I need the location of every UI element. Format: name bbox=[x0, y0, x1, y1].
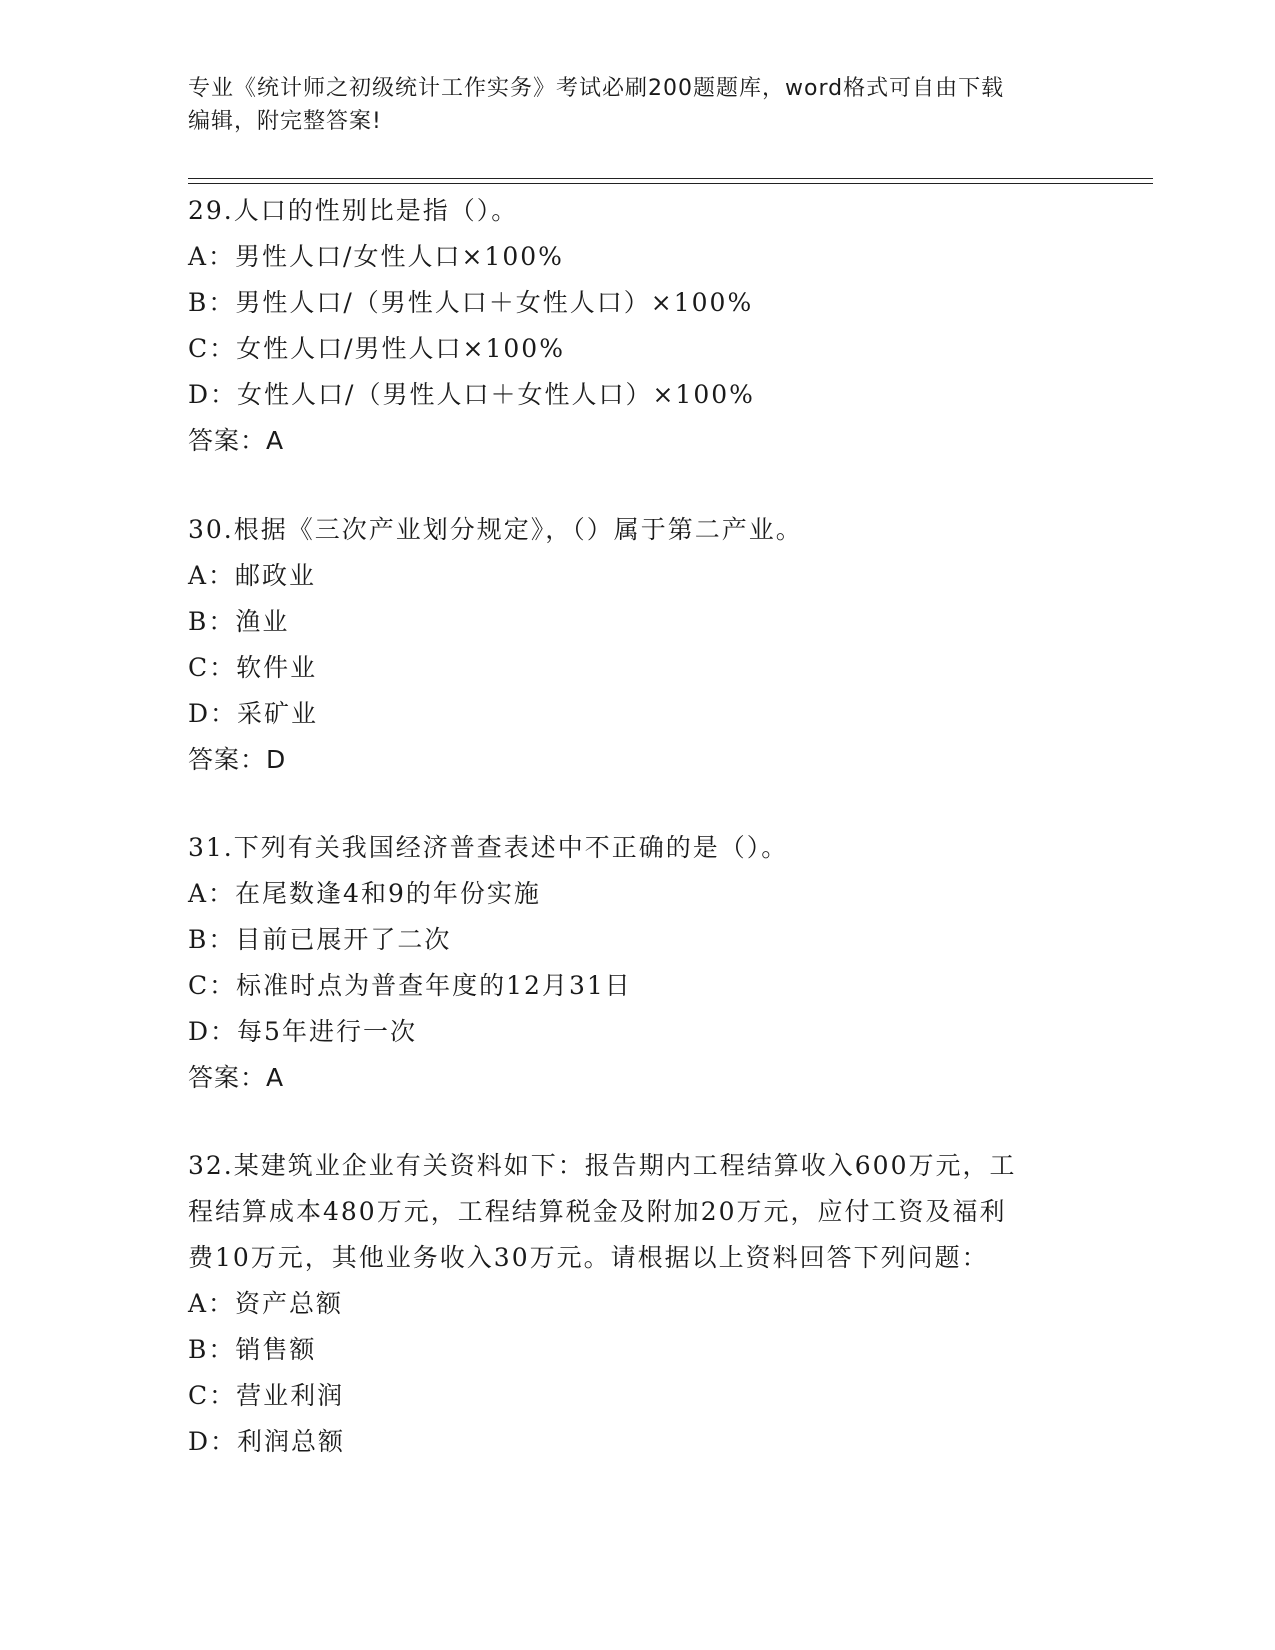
option-d: D：利润总额 bbox=[188, 1427, 346, 1456]
option-d: D：女性人口/（男性人口＋女性人口）×100% bbox=[188, 380, 755, 409]
option-b: B：目前已展开了二次 bbox=[188, 925, 452, 954]
header-line-1: 专业《统计师之初级统计工作实务》考试必刷200题题库，word格式可自由下载 bbox=[188, 76, 1005, 101]
document-header bbox=[188, 72, 1088, 138]
question-30 bbox=[188, 507, 1088, 783]
answer: 答案：A bbox=[188, 426, 285, 455]
option-a: A：男性人口/女性人口×100% bbox=[188, 242, 564, 271]
option-a: A：在尾数逢4和9的年份实施 bbox=[188, 879, 541, 908]
option-c: C：软件业 bbox=[188, 653, 318, 682]
question-29 bbox=[188, 188, 1088, 464]
option-b: B：男性人口/（男性人口＋女性人口）×100% bbox=[188, 288, 754, 317]
answer: 答案：D bbox=[188, 745, 287, 774]
answer: 答案：A bbox=[188, 1063, 285, 1092]
question-stem-line-3: 费10万元，其他业务收入30万元。请根据以上资料回答下列问题： bbox=[188, 1243, 989, 1272]
option-d: D：每5年进行一次 bbox=[188, 1017, 417, 1046]
question-stem-line-1: 32.某建筑业企业有关资料如下：报告期内工程结算收入600万元，工 bbox=[188, 1151, 1017, 1180]
option-d: D：采矿业 bbox=[188, 699, 319, 728]
question-31 bbox=[188, 825, 1088, 1101]
question-stem: 31.下列有关我国经济普查表述中不正确的是（）。 bbox=[188, 833, 789, 862]
option-b: B：渔业 bbox=[188, 607, 290, 636]
option-c: C：营业利润 bbox=[188, 1381, 345, 1410]
question-32 bbox=[188, 1143, 1088, 1465]
header-line-2: 编辑，附完整答案! bbox=[188, 109, 382, 134]
option-a: A：邮政业 bbox=[188, 561, 317, 590]
header-divider-bottom bbox=[188, 183, 1153, 184]
question-stem-line-2: 程结算成本480万元，工程结算税金及附加20万元，应付工资及福利 bbox=[188, 1197, 1007, 1226]
question-stem: 30.根据《三次产业划分规定》，（）属于第二产业。 bbox=[188, 515, 803, 544]
option-c: C：标准时点为普查年度的12月31日 bbox=[188, 971, 632, 1000]
option-a: A：资产总额 bbox=[188, 1289, 344, 1318]
question-stem: 29.人口的性别比是指（）。 bbox=[188, 196, 519, 225]
header-divider-top bbox=[188, 178, 1153, 179]
option-c: C：女性人口/男性人口×100% bbox=[188, 334, 565, 363]
option-b: B：销售额 bbox=[188, 1335, 317, 1364]
